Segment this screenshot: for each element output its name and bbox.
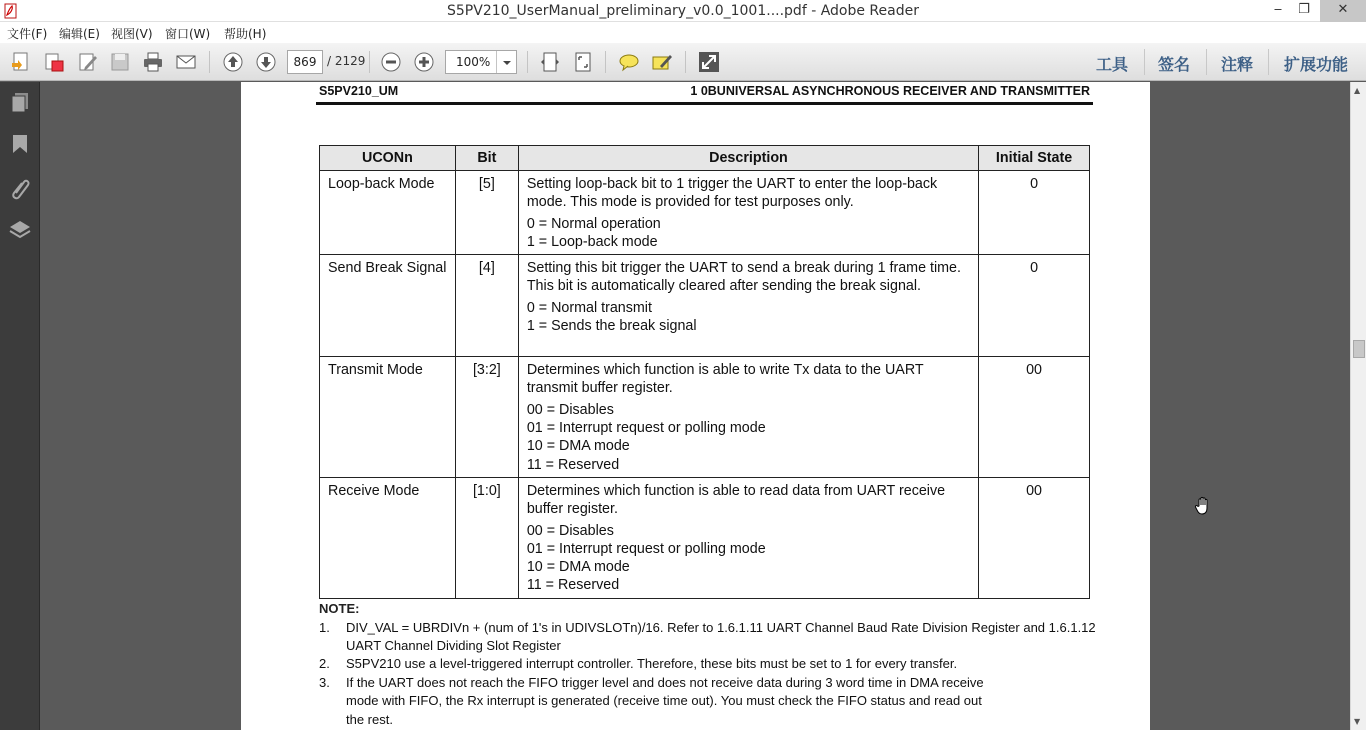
combine-files-icon: [43, 51, 65, 73]
menu-bar: [0, 22, 1366, 43]
full-screen-button[interactable]: [696, 49, 722, 75]
field-initial-state: 0: [979, 171, 1090, 255]
save-button[interactable]: [107, 49, 133, 75]
sticky-note-button[interactable]: [616, 49, 642, 75]
option-line: 10 = DMA mode: [526, 438, 630, 455]
vertical-scrollbar[interactable]: [1350, 82, 1366, 730]
field-name: Send Break Signal: [320, 255, 456, 357]
fit-page-icon: [572, 51, 594, 73]
email-button[interactable]: [173, 49, 199, 75]
option-line: 11 = Reserved: [526, 577, 620, 594]
field-name: Loop-back Mode: [320, 171, 456, 255]
plus-circle-icon: [413, 51, 435, 73]
fit-width-button[interactable]: [537, 49, 563, 75]
note-title: NOTE:: [319, 601, 360, 616]
highlighter-icon: [651, 51, 673, 73]
option-line: 00 = Disables: [526, 401, 614, 418]
option-line: 00 = Disables: [526, 522, 614, 539]
header-rule: [316, 102, 1093, 105]
option-line: 01 = Interrupt request or polling mode: [526, 540, 766, 557]
field-initial-state: 0: [979, 255, 1090, 357]
option-line: 1 = Sends the break signal: [526, 318, 697, 335]
zoom-out-button[interactable]: [378, 49, 404, 75]
sign-pane-button[interactable]: 签名: [1158, 55, 1191, 74]
toolbar: [0, 43, 1366, 81]
table-row: [320, 171, 1090, 255]
description-text: Determines which function is able to read data from UART receive buffer register.: [526, 482, 946, 518]
zoom-value: 100%: [456, 55, 491, 69]
toolbar-separator: [369, 51, 370, 73]
previous-page-button[interactable]: [220, 49, 246, 75]
edit-icon: [77, 51, 99, 73]
column-header: UCONn: [320, 146, 456, 171]
printer-icon: [142, 51, 164, 73]
option-line: 11 = Reserved: [526, 456, 620, 473]
toolbar-separator: [1268, 49, 1269, 75]
document-view[interactable]: [41, 82, 1350, 730]
edit-pdf-button[interactable]: [75, 49, 101, 75]
toolbar-separator: [527, 51, 528, 73]
attachments-icon[interactable]: [8, 176, 32, 200]
toolbar-separator: [1206, 49, 1207, 75]
expand-icon: [698, 51, 720, 73]
hand-cursor-icon: [1194, 496, 1212, 516]
zoom-in-button[interactable]: [411, 49, 437, 75]
toolbar-separator: [605, 51, 606, 73]
menu-help[interactable]: 帮助(H): [224, 27, 267, 41]
comment-pane-button[interactable]: 注释: [1221, 55, 1254, 74]
pdf-page: [241, 82, 1150, 730]
envelope-icon: [175, 51, 197, 73]
field-description: [518, 255, 978, 357]
arrow-down-icon: [255, 51, 277, 73]
scroll-down-icon[interactable]: ▼: [1354, 717, 1361, 726]
layers-icon[interactable]: [8, 218, 32, 242]
window-title: S5PV210_UserManual_preliminary_v0.0_1001....pdf - Adobe Reader: [447, 3, 919, 19]
option-line: 0 = Normal transmit: [526, 299, 652, 316]
field-bit: [4]: [455, 255, 518, 357]
menu-window[interactable]: 窗口(W): [165, 27, 211, 41]
fit-page-button[interactable]: [570, 49, 596, 75]
minimize-button[interactable]: ‒: [1273, 2, 1283, 17]
note-number: 1.: [319, 620, 330, 635]
table-row: [320, 357, 1090, 478]
column-header: Initial State: [979, 146, 1090, 171]
combine-files-button[interactable]: [41, 49, 67, 75]
note-text: DIV_VAL = UBRDIVn + (num of 1's in UDIVSLOTn)/16. Refer to 1.6.1.11 UART Channel Baud Rate Division Register and 1.6.1.12 UART Channel Dividing Slot Register: [346, 620, 1096, 654]
restore-button[interactable]: ❐: [1298, 2, 1310, 17]
field-name: Receive Mode: [320, 477, 456, 598]
next-page-button[interactable]: [253, 49, 279, 75]
field-initial-state: 00: [979, 477, 1090, 598]
table-row: [320, 255, 1090, 357]
toolbar-separator: [685, 51, 686, 73]
zoom-select[interactable]: [445, 50, 517, 74]
page-header-left: S5PV210_UM: [319, 84, 399, 98]
page-thumbnails-icon[interactable]: [8, 90, 32, 114]
description-text: Setting loop-back bit to 1 trigger the UART to enter the loop-back mode. This mode is provided for test purposes only.: [526, 176, 938, 211]
register-table: [319, 145, 1090, 599]
close-button[interactable]: ✕: [1320, 0, 1366, 22]
print-button[interactable]: [140, 49, 166, 75]
toolbar-separator: [209, 51, 210, 73]
field-description: [518, 477, 978, 598]
create-pdf-button[interactable]: [8, 49, 34, 75]
note-text: S5PV210 use a level-triggered interrupt controller. Therefore, these bits must be set to 1 for every transfer.: [346, 656, 958, 671]
toolbar-separator: [1144, 49, 1145, 75]
navigation-pane: [0, 82, 40, 730]
option-line: 01 = Interrupt request or polling mode: [526, 420, 766, 437]
page-number-input[interactable]: 869: [287, 50, 323, 74]
note-number: 2.: [319, 656, 330, 671]
arrow-up-icon: [222, 51, 244, 73]
highlight-button[interactable]: [649, 49, 675, 75]
note-text: If the UART does not reach the FIFO trigger level and does not receive data during 3 word time in DMA receive mode with FIFO, the Rx interrupt is generated (receive time out). You must check the FIFO status and read out the rest.: [346, 675, 984, 727]
menu-view[interactable]: 视图(V): [111, 27, 153, 41]
scrollbar-thumb[interactable]: [1353, 340, 1365, 358]
option-line: 10 = DMA mode: [526, 559, 630, 576]
chevron-down-icon: [497, 51, 517, 73]
field-description: [518, 171, 978, 255]
description-text: Determines which function is able to write Tx data to the UART transmit buffer register.: [526, 362, 924, 397]
field-bit: [5]: [455, 171, 518, 255]
create-pdf-icon: [10, 51, 32, 73]
save-icon: [109, 51, 131, 73]
description-text: Setting this bit trigger the UART to send a break during 1 frame time. This bit is automatically cleared after sending the break signal.: [526, 260, 961, 295]
option-line: 0 = Normal operation: [526, 215, 661, 232]
page-header-right: 1 0BUNIVERSAL ASYNCHRONOUS RECEIVER AND TRANSMITTER: [690, 84, 1090, 98]
field-bit: [3:2]: [455, 357, 518, 478]
field-bit: [1:0]: [455, 477, 518, 598]
table-header-row: [320, 146, 1090, 171]
comment-bubble-icon: [618, 51, 640, 73]
column-header: Bit: [455, 146, 518, 171]
scroll-up-icon[interactable]: ▲: [1354, 86, 1361, 95]
zoom-dropdown[interactable]: [496, 51, 516, 73]
menu-file[interactable]: 文件(F): [7, 27, 48, 41]
column-header: Description: [518, 146, 978, 171]
page-total: / 2129: [327, 54, 366, 68]
title-bar: [0, 0, 1366, 22]
field-initial-state: 00: [979, 357, 1090, 478]
menu-edit[interactable]: 编辑(E): [59, 27, 100, 41]
minus-circle-icon: [380, 51, 402, 73]
table-row: [320, 477, 1090, 598]
bookmarks-icon[interactable]: [8, 132, 32, 156]
tools-pane-button[interactable]: 工具: [1096, 55, 1129, 74]
option-line: 1 = Loop-back mode: [526, 233, 658, 250]
field-description: [518, 357, 978, 478]
note-number: 3.: [319, 675, 330, 690]
fit-width-icon: [539, 51, 561, 73]
extend-pane-button[interactable]: 扩展功能: [1284, 55, 1349, 74]
field-name: Transmit Mode: [320, 357, 456, 478]
